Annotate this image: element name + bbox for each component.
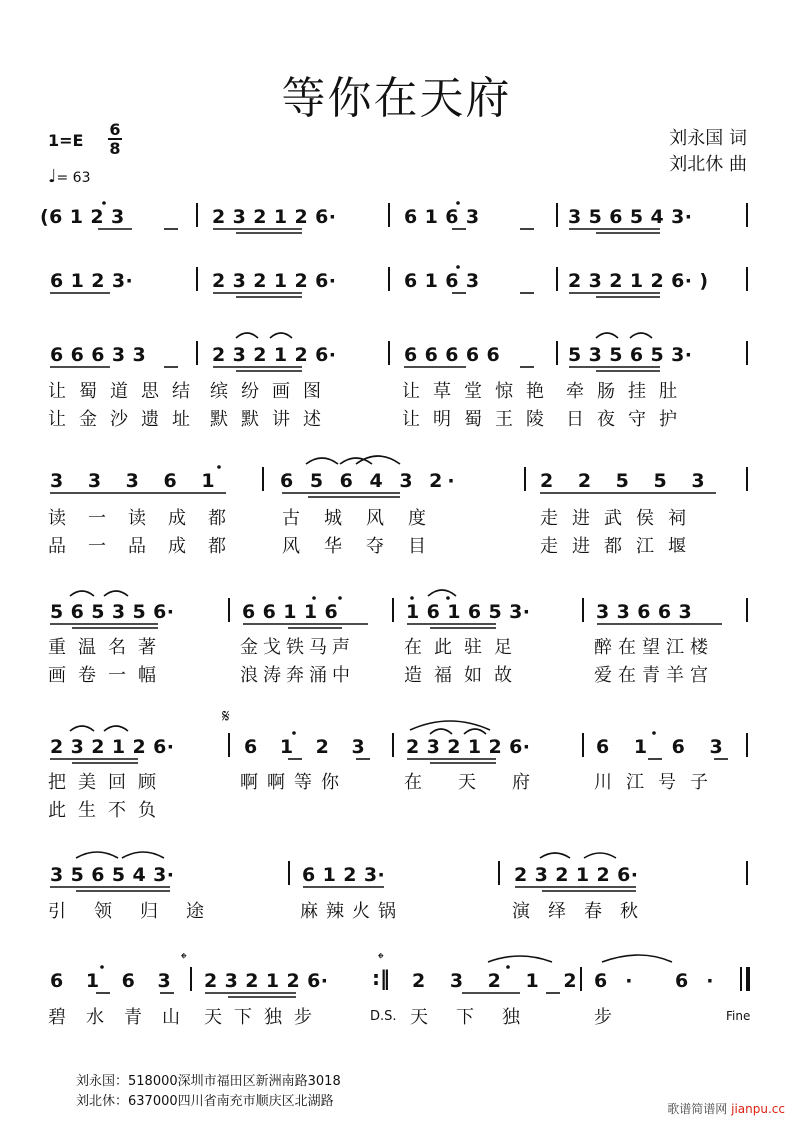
lyric-line: 演绎春秋: [512, 901, 656, 922]
measure: 2 3 2 1 2 6·: [514, 864, 639, 886]
lyric-line: 读一读成都: [48, 508, 248, 529]
lyric-line: 碧水青山: [48, 1007, 200, 1028]
measure: 2 3 2 1 2 6·: [204, 970, 329, 992]
tempo-value: = 63: [56, 170, 91, 186]
measure: 3 3 6 6 3: [596, 601, 693, 623]
footer-contact-line: 刘北休：637000四川省南充市顺庆区北湖路: [76, 1094, 334, 1109]
watermark: [667, 1100, 785, 1117]
measure: 6 1 2 3·: [50, 270, 134, 292]
measure: 6· 6·: [594, 970, 732, 992]
lyric-line: 让金沙遗址: [48, 409, 203, 430]
lyric-line: 醉在望江楼: [594, 637, 714, 658]
watermark-url: jianpu.cc: [731, 1102, 785, 1116]
measure: 2 3 2 1 2 6·: [406, 736, 531, 758]
lyric-line: 此生不负: [48, 800, 168, 821]
measure: 5 3 5 6 5 3·: [568, 344, 693, 366]
lyric-line: 步: [594, 1007, 613, 1028]
lyric-line: 让蜀道思结: [48, 381, 203, 402]
lyric-line: 啊啊等你: [240, 772, 348, 793]
measure: 2 3 2 1 2 6·: [212, 206, 337, 228]
key-signature: 1=E: [48, 131, 84, 150]
measure: 2 3 2 1 2 6·: [212, 344, 337, 366]
measure: 2 2 5 5 3: [540, 470, 714, 492]
lyric-line: 日夜守护: [566, 409, 690, 430]
lyric-line: 走进武侯祠: [540, 508, 700, 529]
lyric-line: 走进都江堰: [540, 536, 700, 557]
measure: 6 6 6 6 6: [404, 344, 501, 366]
repeat-barline: :‖: [372, 966, 390, 990]
lyric-line: 把美回顾: [48, 772, 168, 793]
measure: 6 1 2 3: [244, 736, 373, 758]
quarter-note-icon: ♩: [48, 166, 57, 187]
lyric-line: 牵肠挂肚: [566, 381, 690, 402]
lyric-line: 天下独步: [204, 1007, 324, 1028]
watermark-site: 歌谱简谱网: [667, 1102, 728, 1116]
composer-credit: 刘北休 曲: [669, 154, 747, 175]
lyric-line: 金戈铁马声: [240, 637, 355, 658]
lyric-line: 让明蜀王陵: [402, 409, 557, 430]
lyric-line: 风华夺目: [282, 536, 450, 557]
lyric-line: 浪涛奔涌中: [240, 665, 355, 686]
lyric-line: 天下独: [410, 1007, 548, 1028]
measure: 3 5 6 5 4 3·: [568, 206, 693, 228]
lyric-line: 造福如故: [404, 665, 524, 686]
measure: 2 3 2 1 2 6·: [50, 736, 175, 758]
measure: 2 3 2 1 2 6· ): [568, 270, 709, 292]
lyric-line: 引领归途: [48, 901, 232, 922]
measure: 2 3 2 1 2 6·: [212, 270, 337, 292]
measure: 6 1 6 3: [404, 270, 480, 292]
footer-contact-line: 刘永国：518000深圳市福田区新洲南路3018: [76, 1074, 341, 1089]
time-signature-top: 6: [109, 120, 121, 139]
lyric-line: 品一品成都: [48, 536, 248, 557]
measure: 6 1 6 3: [596, 736, 732, 758]
lyricist-credit: 刘永国 词: [669, 128, 747, 149]
measure: 1 6 1 6 5 3·: [406, 601, 531, 623]
measure: 6 6 6 3 3: [50, 344, 147, 366]
measure: 5 6 5 3 5 6·: [50, 601, 175, 623]
lyric-line: 重温名著: [48, 637, 168, 658]
fine-marking: Fine: [726, 1009, 751, 1023]
coda-icon: 𝄌: [378, 949, 384, 968]
measure: 6 6 1 1 6: [242, 601, 339, 623]
lyric-line: 爱在青羊宫: [594, 665, 714, 686]
segno-icon: 𝄋: [222, 706, 230, 727]
measure: (6 1 2 3: [40, 206, 125, 228]
measure: 6 1 6 3: [50, 970, 179, 992]
measure: 6 5 6 4 3 2·: [280, 470, 460, 492]
lyric-line: 缤纷画图: [210, 381, 334, 402]
lyric-line: 麻辣火锅: [300, 901, 404, 922]
measure: 6 1 2 3·: [302, 864, 386, 886]
measure: 6 1 6 3: [404, 206, 480, 228]
lyric-line: 在天府: [404, 772, 566, 793]
lyric-line: 川江号子: [594, 772, 722, 793]
lyric-line: 画卷一幅: [48, 665, 168, 686]
time-signature-bottom: 8: [109, 139, 121, 158]
measure: 3 3 3 6 1: [50, 470, 224, 492]
measure: 2 3 2 1 2: [412, 970, 586, 992]
lyric-line: 默默讲述: [210, 409, 334, 430]
lyric-line: 在此驻足: [404, 637, 524, 658]
ds-marking: D.S.: [370, 1009, 397, 1024]
lyric-line: 古城风度: [282, 508, 450, 529]
song-title: 等你在天府: [281, 73, 512, 124]
measure: 3 5 6 5 4 3·: [50, 864, 175, 886]
coda-icon: 𝄌: [181, 949, 187, 968]
lyric-line: 让草堂惊艳: [402, 381, 557, 402]
